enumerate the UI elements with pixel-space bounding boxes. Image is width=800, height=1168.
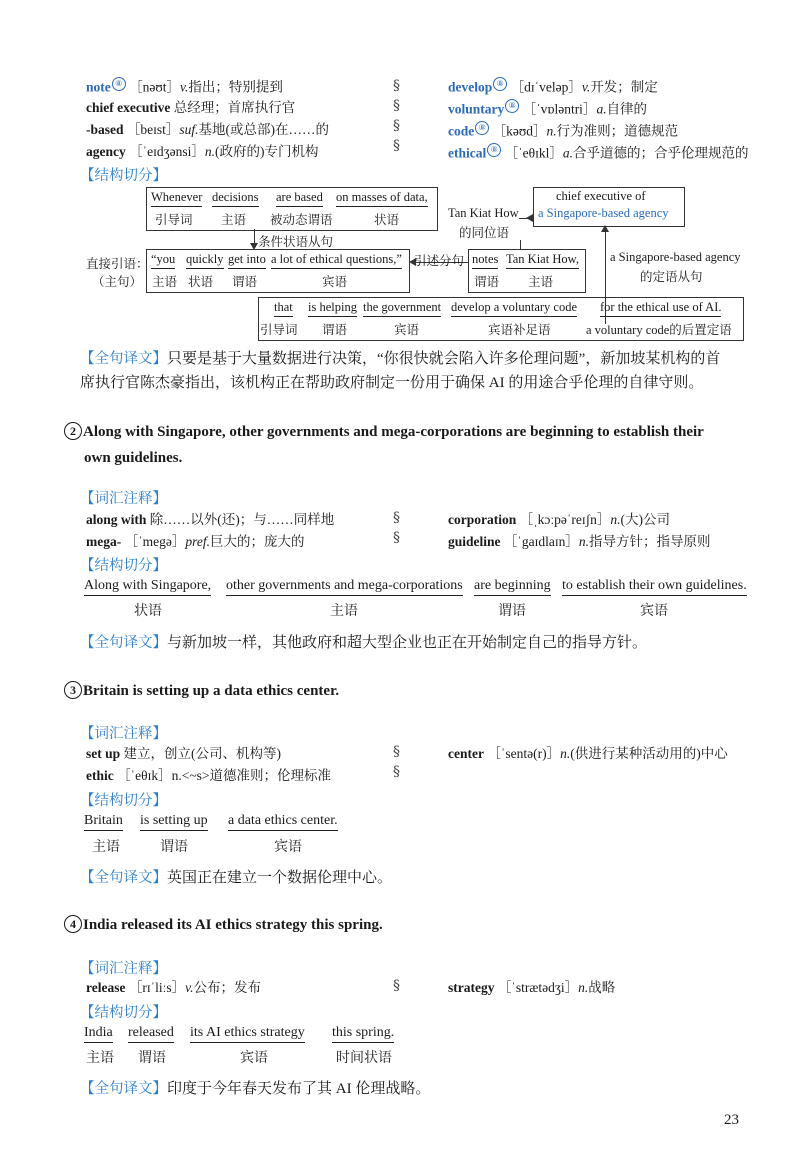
squiggle-divider: § bbox=[393, 530, 400, 546]
appositive-text-highlight: a Singapore-based agency bbox=[538, 206, 669, 220]
vocab-voluntary: voluntary ⑧ ［ˈvɒləntri］a.自律的 bbox=[448, 101, 648, 117]
appositive-label: 的同位语 bbox=[459, 226, 510, 240]
circled-number-icon: 4 bbox=[64, 915, 82, 933]
segment: quickly bbox=[186, 252, 224, 269]
section-structure-heading: 【结构切分】 bbox=[80, 558, 167, 574]
connector bbox=[520, 240, 521, 249]
segment: India bbox=[84, 1025, 113, 1043]
segment: released bbox=[128, 1025, 174, 1043]
role-label: 谓语 bbox=[498, 604, 526, 619]
segment: get into bbox=[228, 252, 266, 269]
segment: this spring. bbox=[332, 1025, 394, 1043]
direct-speech-label: 直接引语： bbox=[86, 257, 149, 271]
role-label: 主语 bbox=[528, 275, 554, 289]
role-label: 主语 bbox=[86, 1051, 114, 1066]
segment: develop a voluntary code bbox=[451, 300, 577, 317]
role-label: 谓语 bbox=[138, 1051, 166, 1066]
appositive-text: chief executive of bbox=[556, 189, 646, 203]
vocab-note: note ⑧ ［nəʊt］v.指出；特别提到 bbox=[86, 79, 283, 95]
role-label: 状语 bbox=[374, 213, 400, 227]
role-label: 宾语 bbox=[322, 275, 348, 289]
role-label: 宾语 bbox=[274, 840, 302, 855]
squiggle-divider: § bbox=[393, 118, 400, 134]
vocab-guideline: guideline ［ˈgaɪdlaɪn］n.指导方针；指导原则 bbox=[448, 534, 711, 549]
segment: that bbox=[274, 300, 293, 317]
sentence-2-heading: 2 Along with Singapore, other governments and mega-corporations are beginning to establish their bbox=[64, 420, 704, 444]
exam-frequency-icon: ⑧ bbox=[112, 77, 126, 91]
squiggle-divider: § bbox=[393, 978, 400, 994]
vocab-based: -based ［beɪst］suf.基地(或总部)在……的 bbox=[86, 122, 330, 137]
role-label: 被动态谓语 bbox=[270, 213, 333, 227]
arrow-left-icon bbox=[526, 214, 533, 222]
section-structure-heading: 【结构切分】 bbox=[80, 1005, 167, 1021]
exam-frequency-icon: ⑧ bbox=[493, 77, 507, 91]
sentence-3-heading: 3 Britain is setting up a data ethics center. bbox=[64, 679, 339, 703]
segment: to establish their own guidelines. bbox=[562, 578, 747, 596]
role-label: 宾语 bbox=[394, 323, 420, 337]
segment: are beginning bbox=[474, 578, 551, 596]
role-label: 宾语 bbox=[240, 1051, 268, 1066]
squiggle-divider: § bbox=[393, 138, 400, 154]
sentence-4-heading: 4 India released its AI ethics strategy this spring. bbox=[64, 913, 383, 937]
segment: the government bbox=[363, 300, 441, 317]
vocab-center: center ［ˈsentə(r)］n.(供进行某种活动用的)中心 bbox=[448, 746, 728, 761]
segment: decisions bbox=[212, 190, 259, 207]
segment: notes bbox=[472, 252, 498, 269]
sentence-translation: 【全句译文】与新加坡一样，其他政府和超大型企业也正在开始制定自己的指导方针。 bbox=[80, 635, 648, 651]
segment: is helping bbox=[308, 300, 357, 317]
exam-frequency-icon: ⑧ bbox=[487, 143, 501, 157]
segment: on masses of data, bbox=[336, 190, 428, 207]
segment: Along with Singapore, bbox=[84, 578, 211, 596]
vocab-ethical: ethical ⑧ ［ˈeθɪkl］a.合乎道德的；合乎伦理规范的 bbox=[448, 145, 749, 161]
sentence-translation: 【全句译文】印度于今年春天发布了其 AI 伦理战略。 bbox=[80, 1081, 431, 1097]
section-structure-heading: 【结构切分】 bbox=[80, 168, 167, 184]
role-label: 宾语补足语 bbox=[488, 323, 551, 337]
role-label: a voluntary code的后置定语 bbox=[586, 323, 732, 337]
role-label: 引导词 bbox=[155, 213, 193, 227]
squiggle-divider: § bbox=[393, 78, 400, 94]
squiggle-divider: § bbox=[393, 510, 400, 526]
role-label: 谓语 bbox=[232, 275, 258, 289]
segment: “you bbox=[151, 252, 175, 269]
segment: is setting up bbox=[140, 813, 208, 831]
segment: other governments and mega-corporations bbox=[226, 578, 463, 596]
vocab-along-with: along with 除……以外(还)；与……同样地 bbox=[86, 512, 335, 527]
role-label: 状语 bbox=[188, 275, 214, 289]
vocab-ethic: ethic ［ˈeθɪk］n.<~s>道德准则；伦理标准 bbox=[86, 768, 332, 783]
sentence-translation-cont: 席执行官陈杰豪指出，该机构正在帮助政府制定一份用于确保 AI 的用途合乎伦理的自律守则。 bbox=[80, 375, 704, 391]
vocab-set-up: set up 建立，创立(公司、机构等) bbox=[86, 746, 282, 761]
clause-type-label: 引述分句 bbox=[414, 254, 465, 268]
clause-type-label: 条件状语从句 bbox=[258, 235, 334, 249]
segment: Britain bbox=[84, 813, 123, 831]
appositive-target: Tan Kiat How bbox=[448, 206, 519, 220]
relative-clause-target: a Singapore-based agency bbox=[610, 250, 741, 264]
squiggle-divider: § bbox=[393, 744, 400, 760]
vocab-strategy: strategy ［ˈstrætədʒi］n.战略 bbox=[448, 980, 616, 995]
segment: a lot of ethical questions,” bbox=[271, 252, 402, 269]
role-label: 主语 bbox=[152, 275, 178, 289]
section-vocab-heading: 【词汇注释】 bbox=[80, 491, 167, 507]
vocab-develop: develop ⑧ ［dɪˈveləp］v.开发；制定 bbox=[448, 79, 658, 95]
page-number: 23 bbox=[724, 1112, 739, 1128]
circled-number-icon: 3 bbox=[64, 681, 82, 699]
exam-frequency-icon: ⑧ bbox=[475, 121, 489, 135]
squiggle-divider: § bbox=[393, 764, 400, 780]
sentence-translation: 【全句译文】只要是基于大量数据进行决策，“你很快就会陷入许多伦理问题”，新加坡某机构的首 bbox=[80, 351, 721, 367]
exam-frequency-icon: ⑧ bbox=[505, 99, 519, 113]
section-vocab-heading: 【词汇注释】 bbox=[80, 726, 167, 742]
role-label: 谓语 bbox=[474, 275, 500, 289]
segment: its AI ethics strategy bbox=[190, 1025, 305, 1043]
vocab-corporation: corporation ［ˌkɔːpəˈreɪʃn］n.(大)公司 bbox=[448, 512, 670, 527]
segment: Whenever bbox=[151, 190, 202, 207]
vocab-chief-executive: chief executive 总经理；首席执行官 bbox=[86, 100, 296, 115]
arrow-up-icon bbox=[601, 225, 609, 232]
squiggle-divider: § bbox=[393, 98, 400, 114]
sentence-2-heading-cont: own guidelines. bbox=[84, 450, 183, 466]
role-label: 谓语 bbox=[160, 840, 188, 855]
vocab-agency: agency ［ˈeɪdʒənsi］n.(政府的)专门机构 bbox=[86, 144, 319, 159]
vocab-code: code ⑧ ［kəʊd］n.行为准则；道德规范 bbox=[448, 123, 679, 139]
relative-clause-label: 的定语从句 bbox=[640, 270, 703, 284]
section-vocab-heading: 【词汇注释】 bbox=[80, 961, 167, 977]
segment: a data ethics center. bbox=[228, 813, 338, 831]
role-label: 谓语 bbox=[322, 323, 348, 337]
segment: for the ethical use of AI. bbox=[600, 300, 721, 317]
role-label: 主语 bbox=[92, 840, 120, 855]
role-label: 宾语 bbox=[640, 604, 668, 619]
role-label: 主语 bbox=[221, 213, 247, 227]
role-label: 引导词 bbox=[260, 323, 298, 337]
circled-number-icon: 2 bbox=[64, 422, 82, 440]
sentence-translation: 【全句译文】英国正在建立一个数据伦理中心。 bbox=[80, 870, 393, 886]
section-structure-heading: 【结构切分】 bbox=[80, 793, 167, 809]
segment: are based bbox=[276, 190, 323, 207]
vocab-mega: mega- ［ˈmegə］pref.巨大的；庞大的 bbox=[86, 534, 305, 549]
main-clause-label: （主句） bbox=[92, 275, 143, 289]
role-label: 时间状语 bbox=[336, 1051, 392, 1066]
vocab-release: release ［rɪˈliːs］v.公布；发布 bbox=[86, 980, 261, 995]
role-label: 状语 bbox=[134, 604, 162, 619]
segment: Tan Kiat How, bbox=[506, 252, 579, 269]
role-label: 主语 bbox=[330, 604, 358, 619]
